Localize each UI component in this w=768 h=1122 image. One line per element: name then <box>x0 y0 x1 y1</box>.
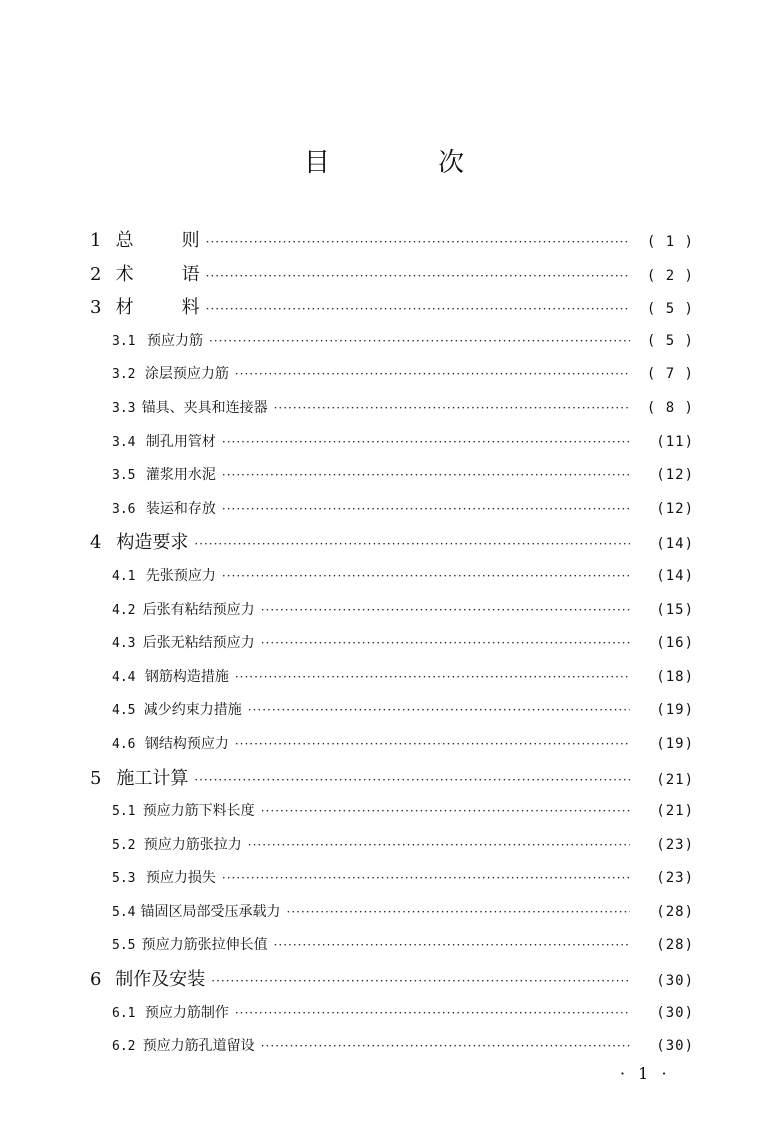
toc-entry-title: 涂层预应力筋 <box>144 366 229 383</box>
toc-entry-number: 5.2 <box>112 837 136 853</box>
toc-section-entry[interactable] <box>90 627 694 661</box>
toc-entry-page: (14) <box>656 567 694 584</box>
dot-leader <box>222 426 630 460</box>
toc-entry-number: 3.2 <box>112 367 136 383</box>
toc-section-entry[interactable] <box>90 426 694 460</box>
toc-entry-number: 1 <box>90 230 102 251</box>
toc-entry-page: ( 8 ) <box>646 399 694 416</box>
toc-section-entry[interactable] <box>90 997 694 1031</box>
toc-entry-title: 预应力筋下料长度 <box>142 803 255 820</box>
toc-entry-page: (14) <box>656 536 694 553</box>
table-of-contents <box>90 224 694 1064</box>
toc-entry-page: (12) <box>656 500 694 517</box>
toc-entry-title: 装运和存放 <box>145 500 216 517</box>
toc-entry-page: (16) <box>656 635 694 652</box>
toc-section-entry[interactable] <box>90 929 694 963</box>
toc-entry-page: (30) <box>656 973 694 990</box>
dot-leader <box>206 293 630 327</box>
toc-entry-title: 制作及安装 <box>115 969 206 991</box>
toc-section-entry[interactable] <box>90 392 694 426</box>
toc-entry-title: 后张无粘结预应力 <box>142 635 255 652</box>
dot-leader <box>248 829 630 863</box>
toc-entry-number: 4.4 <box>112 669 136 685</box>
toc-entry-title: 钢筋构造措施 <box>144 668 229 685</box>
toc-entry-title: 后张有粘结预应力 <box>142 601 255 618</box>
dot-leader <box>194 764 630 798</box>
dot-leader <box>211 965 630 999</box>
toc-entry-page: (12) <box>656 467 694 484</box>
toc-entry-number: 6 <box>90 969 102 991</box>
toc-entry-page: (15) <box>656 601 694 618</box>
toc-entry-title: 减少约束力措施 <box>143 702 242 719</box>
dot-leader <box>261 795 630 829</box>
dot-leader <box>274 392 630 426</box>
toc-section-entry[interactable] <box>90 493 694 527</box>
dot-leader <box>222 560 630 594</box>
toc-section-entry[interactable] <box>90 795 694 829</box>
toc-entry-title: 锚固区局部受压承载力 <box>140 903 281 920</box>
toc-entry-page: (28) <box>656 903 694 920</box>
toc-entry-page: ( 5 ) <box>646 332 694 349</box>
toc-entry-number: 4.1 <box>112 568 136 584</box>
dot-leader <box>235 997 630 1031</box>
dot-leader <box>248 694 630 728</box>
toc-entry-page: (23) <box>656 836 694 853</box>
toc-entry-title: 锚具、夹具和连接器 <box>141 399 268 416</box>
toc-chapter-entry[interactable] <box>90 258 694 292</box>
toc-entry-number: 4.3 <box>112 636 136 652</box>
toc-entry-page: (28) <box>656 937 694 954</box>
dot-leader <box>222 862 630 896</box>
toc-entry-number: 3.6 <box>112 501 136 517</box>
toc-section-entry[interactable] <box>90 594 694 628</box>
toc-entry-title: 灌浆用水泥 <box>145 467 216 484</box>
toc-entry-page: (23) <box>656 870 694 887</box>
toc-section-entry[interactable] <box>90 1030 694 1064</box>
toc-entry-page: ( 1 ) <box>646 234 694 250</box>
toc-entry-title: 预应力筋 <box>146 332 203 349</box>
dot-leader <box>261 594 630 628</box>
toc-entry-number: 4.2 <box>112 602 136 618</box>
dot-leader <box>206 260 630 294</box>
toc-entry-page: (21) <box>656 803 694 820</box>
toc-entry-number: 5 <box>90 767 102 789</box>
toc-entry-number: 6.1 <box>112 1005 136 1021</box>
toc-entry-page: (18) <box>656 668 694 685</box>
toc-section-entry[interactable] <box>90 325 694 359</box>
toc-entry-page: (21) <box>656 771 694 788</box>
page-title: 目 次 <box>303 148 515 178</box>
toc-chapter-entry[interactable] <box>90 291 694 325</box>
toc-entry-number: 6.2 <box>112 1039 136 1055</box>
toc-entry-page: ( 2 ) <box>646 267 694 284</box>
toc-entry-number: 4.5 <box>112 703 136 719</box>
dot-leader <box>222 493 630 527</box>
toc-chapter-entry[interactable] <box>90 526 694 560</box>
toc-entry-title: 预应力筋制作 <box>144 1004 229 1021</box>
toc-entry-number: 3.4 <box>112 434 136 450</box>
toc-entry-title: 钢结构预应力 <box>144 735 229 752</box>
toc-entry-title: 构造要求 <box>116 532 189 554</box>
toc-entry-number: 5.4 <box>112 904 136 920</box>
toc-section-entry[interactable] <box>90 459 694 493</box>
toc-entry-number: 2 <box>90 263 102 285</box>
toc-entry-number: 4 <box>90 532 102 554</box>
toc-chapter-entry[interactable] <box>90 963 694 997</box>
toc-entry-number: 3.3 <box>112 400 136 416</box>
toc-entry-title: 施工计算 <box>116 767 189 789</box>
dot-leader <box>235 358 630 392</box>
toc-entry-page: (19) <box>656 702 694 719</box>
toc-chapter-entry[interactable] <box>90 762 694 796</box>
toc-section-entry[interactable] <box>90 728 694 762</box>
toc-entry-number: 3 <box>90 297 102 319</box>
toc-entry-title: 材料 <box>115 297 200 319</box>
toc-entry-title: 预应力筋张拉伸长值 <box>141 937 268 954</box>
toc-entry-page: ( 5 ) <box>646 301 694 318</box>
toc-entry-page: (11) <box>656 433 694 450</box>
toc-chapter-entry[interactable] <box>90 224 694 258</box>
toc-entry-number: 4.6 <box>112 736 136 752</box>
toc-entry-title: 先张预应力 <box>145 567 216 584</box>
dot-leader <box>206 226 630 260</box>
toc-entry-page: (30) <box>656 1038 694 1055</box>
toc-section-entry[interactable] <box>90 694 694 728</box>
toc-entry-number: 5.3 <box>112 871 136 887</box>
toc-entry-title: 总则 <box>115 230 200 251</box>
dot-leader <box>235 661 630 695</box>
toc-entry-number: 3.5 <box>112 468 136 484</box>
toc-entry-title: 预应力筋张拉力 <box>143 836 242 853</box>
toc-section-entry[interactable] <box>90 896 694 930</box>
toc-entry-title: 制孔用管材 <box>145 433 216 450</box>
toc-entry-page: ( 7 ) <box>646 366 694 383</box>
toc-section-entry[interactable] <box>90 560 694 594</box>
toc-entry-title: 预应力损失 <box>145 870 216 887</box>
dot-leader <box>287 896 630 930</box>
dot-leader <box>274 929 630 963</box>
toc-section-entry[interactable] <box>90 358 694 392</box>
toc-entry-number: 3.1 <box>112 333 136 349</box>
toc-entry-page: (19) <box>656 735 694 752</box>
dot-leader <box>209 325 630 359</box>
toc-entry-number: 5.1 <box>112 804 136 820</box>
dot-leader <box>261 1030 630 1064</box>
dot-leader <box>194 528 630 562</box>
toc-entry-title: 术语 <box>115 263 200 285</box>
toc-section-entry[interactable] <box>90 862 694 896</box>
toc-section-entry[interactable] <box>90 661 694 695</box>
toc-entry-number: 5.5 <box>112 938 136 954</box>
dot-leader <box>261 627 630 661</box>
page-number: · 1 · <box>620 1064 671 1083</box>
toc-entry-title: 预应力筋孔道留设 <box>142 1038 255 1055</box>
toc-section-entry[interactable] <box>90 829 694 863</box>
toc-entry-page: (30) <box>656 1004 694 1021</box>
dot-leader <box>235 728 630 762</box>
dot-leader <box>222 459 630 493</box>
